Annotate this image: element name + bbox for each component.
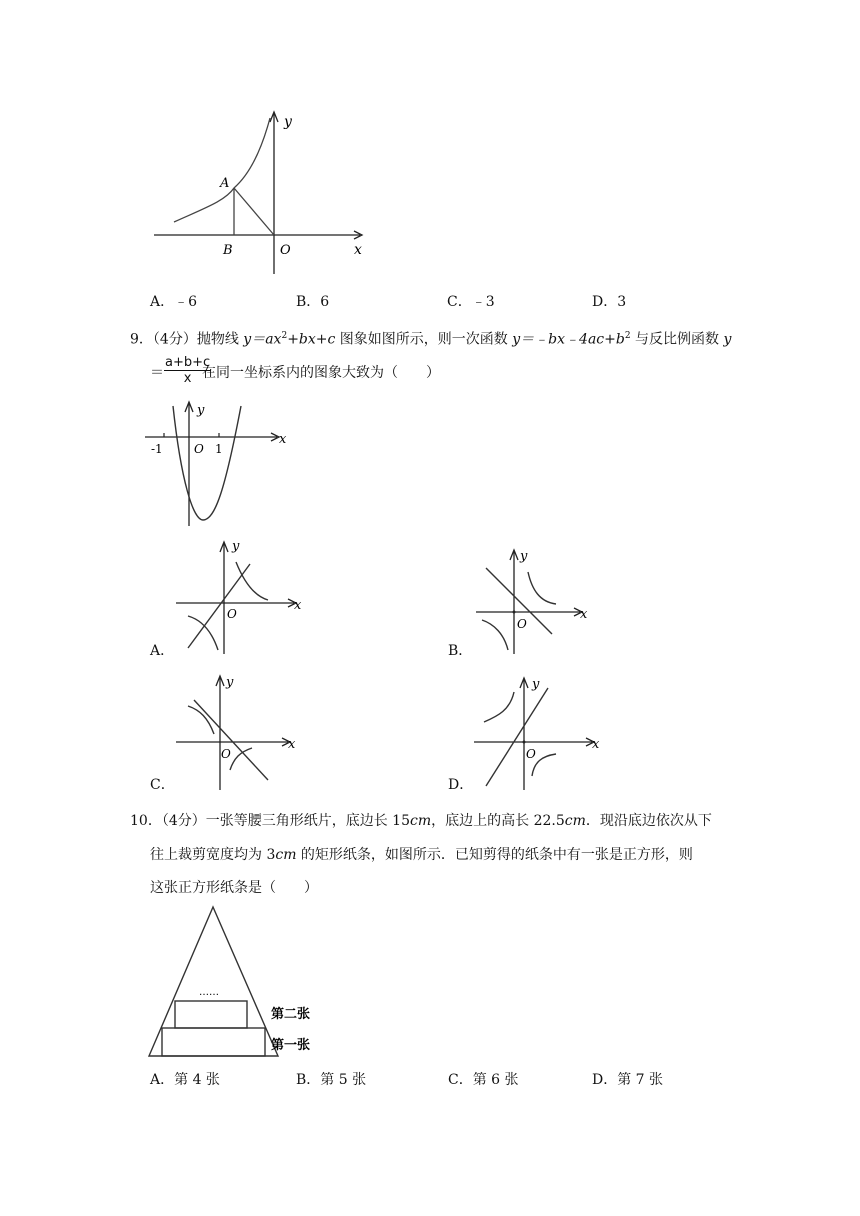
option-text: 6 [320, 294, 330, 310]
strip-first [162, 1028, 265, 1056]
option-letter: B． [296, 294, 321, 310]
option-letter: C． [448, 1072, 473, 1088]
fraction-denominator: x [183, 371, 192, 386]
q10-option-c[interactable] [448, 1071, 519, 1089]
origin-label: O [526, 747, 536, 761]
option-text: 第 4 张 [174, 1072, 220, 1088]
label-second-strip: 第二张 [271, 1007, 311, 1022]
q8-option-d[interactable] [592, 293, 626, 311]
q9-stem-line2: 在同一坐标系内的图象大致为（ ） [202, 365, 440, 381]
axis-label-x: x [580, 607, 588, 622]
text: 的矩形纸条，如图所示．已知剪得的纸条中有一张是正方形，则 [296, 847, 693, 863]
superscript: 2 [281, 331, 288, 341]
strip-second [175, 1001, 247, 1028]
text: 与反比例函数 [630, 331, 724, 348]
triangle-outline [149, 907, 278, 1056]
origin-label: O [221, 747, 231, 761]
parabola-curve [173, 406, 241, 520]
q9-option-a-graph[interactable] [172, 536, 307, 656]
q9-option-c[interactable]: C． [150, 777, 175, 793]
axis-label-x: x [288, 737, 296, 752]
q8-curve [174, 118, 270, 222]
origin-label: O [227, 607, 237, 621]
tick-label: 1 [215, 442, 223, 456]
text: ．现沿底边依次从下 [585, 813, 712, 829]
q8-figure [150, 108, 370, 278]
text: 10．（4分）一张等腰三角形纸片，底边长 15 [130, 813, 410, 829]
q9-option-d[interactable]: D． [448, 777, 474, 793]
q8-label-b: B [223, 243, 233, 258]
q8-label-o: O [280, 243, 291, 258]
q10-option-d[interactable] [592, 1071, 663, 1089]
unit: cm [564, 813, 586, 829]
option-letter: D． [592, 294, 618, 310]
formula: +bx+c [287, 331, 336, 348]
q9-eq-sign: ＝ [150, 365, 164, 381]
option-text: 3 [617, 294, 627, 310]
q8-label-y: y [284, 114, 292, 130]
option-letter: D． [592, 1072, 618, 1088]
option-text: ﹣6 [174, 294, 198, 310]
q10-stem-line2 [150, 846, 693, 864]
q9-stem-line1 [130, 327, 731, 349]
tick-label: -1 [151, 442, 163, 456]
unit: cm [410, 813, 432, 829]
option-text: 第 5 张 [320, 1072, 367, 1088]
q8-label-a: A [220, 176, 230, 191]
q8-segment-ao [234, 188, 274, 235]
axis-label-y: y [532, 677, 540, 692]
q10-stem-line1 [130, 812, 712, 830]
option-letter: C． [447, 294, 472, 310]
label-first-strip: 第一张 [271, 1038, 311, 1053]
q9-option-c-graph[interactable] [172, 672, 307, 792]
q10-triangle-figure [145, 905, 335, 1060]
q9-parabola-figure [145, 400, 295, 530]
q9-option-d-graph[interactable] [470, 674, 605, 792]
text: ，底边上的高长 22.5 [431, 813, 565, 829]
q10-option-b[interactable] [296, 1071, 366, 1089]
origin-label: O [194, 442, 204, 456]
q9-option-b[interactable]: B． [448, 643, 473, 659]
q8-option-a[interactable] [150, 293, 197, 311]
q9-score: （4分） [152, 331, 197, 348]
q9-option-a[interactable]: A． [150, 643, 175, 659]
option-text: 第 6 张 [472, 1072, 519, 1088]
text: 图象如图所示，则一次函数 [335, 331, 513, 348]
ellipsis-label: …… [199, 987, 219, 998]
q9-option-b-graph[interactable] [470, 546, 595, 656]
formula: y [723, 331, 732, 348]
unit: cm [275, 847, 297, 863]
superscript: 2 [624, 331, 631, 341]
axis-label-x: x [294, 598, 302, 613]
q9-number: 9． [130, 331, 153, 348]
q8-option-b[interactable] [296, 293, 329, 311]
option-text: 第 7 张 [617, 1072, 664, 1088]
option-letter: A． [150, 294, 175, 310]
axis-label-y: y [520, 549, 528, 564]
fraction-numerator: a+b+c [165, 355, 211, 370]
q8-option-c[interactable] [447, 293, 495, 311]
text: 往上裁剪宽度均为 3 [150, 847, 276, 863]
axis-label-y: y [197, 403, 205, 418]
formula: y＝﹣bx﹣4ac+b [512, 331, 625, 348]
axis-label-x: x [592, 737, 600, 752]
option-letter: A． [150, 1072, 175, 1088]
axis-label-y: y [232, 539, 240, 554]
q10-stem-line3: 这张正方形纸条是（ ） [150, 880, 318, 896]
axis-label-y: y [226, 675, 234, 690]
axis-label-x: x [279, 432, 287, 447]
q8-label-x: x [354, 242, 362, 258]
option-letter: B． [296, 1072, 321, 1088]
option-text: ﹣3 [471, 294, 495, 310]
formula: y＝ax [243, 331, 282, 348]
q10-option-a[interactable] [150, 1071, 220, 1089]
origin-label: O [517, 617, 527, 631]
text: 抛物线 [196, 331, 244, 348]
